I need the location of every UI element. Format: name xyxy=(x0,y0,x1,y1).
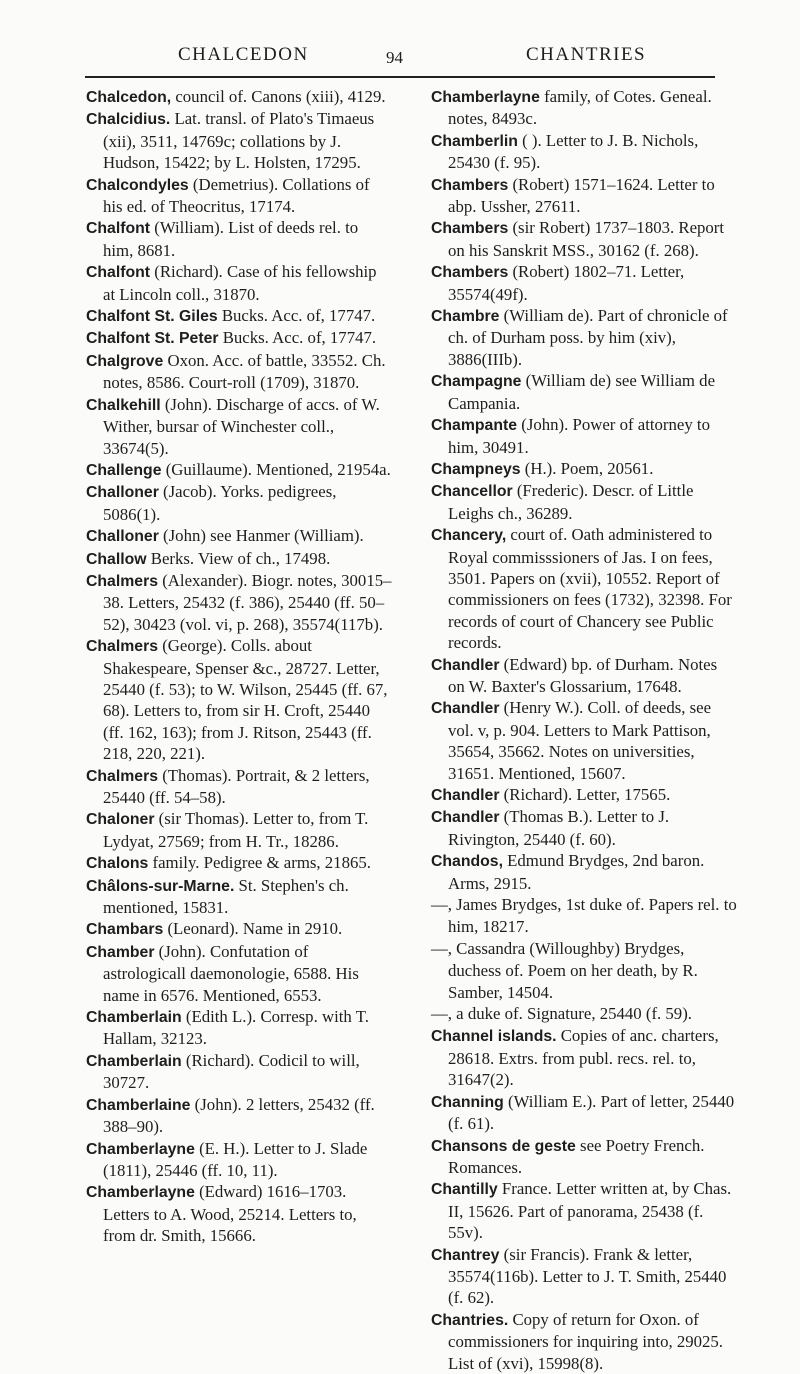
index-entry xyxy=(431,261,737,305)
entry-text: (Robert) 1571–1624. Letter to abp. Ussher, 27611. xyxy=(448,174,715,217)
entry-text: (Thomas B.). Letter to J. Rivington, 25440 (f. 60). xyxy=(448,807,670,849)
header-rule xyxy=(85,76,715,78)
index-entry xyxy=(431,217,737,261)
entry-headword: Chambars xyxy=(86,921,164,939)
index-entry xyxy=(431,1025,737,1090)
entry-headword: Challoner xyxy=(86,484,159,502)
index-entry xyxy=(431,1309,737,1374)
entry-text: family, of Cotes. Geneal. notes, 8493c. xyxy=(448,87,712,129)
index-entry xyxy=(431,130,737,174)
entry-text: Lat. transl. of Plato's Timaeus (xii), 3511, 14769c; collations by J. Hudson, 15422; by L. Holsten, 17295. xyxy=(103,109,375,173)
index-entry xyxy=(431,938,737,1003)
entry-headword: Chantilly xyxy=(431,1181,498,1199)
entry-text: council of. Canons (xiii), 4129. xyxy=(171,87,386,106)
left-column xyxy=(86,86,392,1247)
index-entry xyxy=(86,525,392,547)
entry-headword: Chambers xyxy=(431,220,509,238)
index-entry xyxy=(86,350,392,394)
index-entry xyxy=(86,875,392,919)
entry-text: (Demetrius). Collations of his ed. of Theocritus, 17174. xyxy=(103,174,370,217)
index-entry xyxy=(431,1244,737,1309)
entry-text: (Henry W.). Coll. of deeds, see vol. v, p. 904. Letters to Mark Pattison, 35654, 35662. Notes on universities, 31651. Mentioned, 15607. xyxy=(448,698,712,783)
entry-text: (sir Thomas). Letter to, from T. Lydyat, 27569; from H. Tr., 18286. xyxy=(103,809,369,851)
entry-headword: Chandler xyxy=(431,787,500,804)
entry-headword: Chamberlayne xyxy=(431,89,540,106)
entry-text: Bucks. Acc. of, 17747. xyxy=(218,328,377,348)
entry-headword: Champagne xyxy=(431,373,522,391)
index-entry xyxy=(431,654,737,698)
entry-headword: Challoner xyxy=(86,528,159,546)
entry-headword: Chambre xyxy=(431,308,500,326)
entry-text: Copies of anc. charters, 28618. Extrs. from publ. recs. rel. to, 31647(2). xyxy=(448,1026,719,1090)
entry-text: (John) see Hanmer (William). xyxy=(158,526,364,546)
entry-text: (H.). Poem, 20561. xyxy=(520,458,654,478)
entry-headword: Chamberlayne xyxy=(86,1184,195,1202)
entry-headword: Chalkehill xyxy=(86,396,161,414)
entry-headword: Challow xyxy=(86,550,147,568)
entry-text: (Leonard). Name in 2910. xyxy=(163,919,343,939)
entry-headword: Chalfont xyxy=(86,220,151,238)
entry-headword: Chambers xyxy=(431,176,509,194)
entry-text: (Edward) bp. of Durham. Notes on W. Baxter's Glossarium, 17648. xyxy=(448,654,718,696)
entry-headword: Chandler xyxy=(431,809,500,827)
entry-text: —, a duke of. Signature, 25440 (f. 59). xyxy=(431,1004,692,1024)
entry-text: court of. Oath administered to Royal commisssioners of Jas. I on fees, 3501. Papers on (xvii), 10552. Report of commissioners on fees (1732), 32398. For records of court of Chancery see Public records. xyxy=(448,525,732,653)
header-right-catchword: CHANTRIES xyxy=(526,44,647,65)
index-entry xyxy=(86,1138,392,1182)
entry-text: (sir Francis). Frank & letter, 35574(116b). Letter to J. T. Smith, 25440 (f. 62). xyxy=(448,1244,727,1308)
index-entry xyxy=(86,174,392,218)
entry-text: (Edward) 1616–1703. Letters to A. Wood, 25214. Letters to, from dr. Smith, 15666. xyxy=(103,1182,357,1246)
index-entry xyxy=(431,697,737,784)
entry-text: Copy of return for Oxon. of commissioners for inquiring into, 29025. List of (xvi), 15998(8). xyxy=(448,1309,724,1373)
index-entry xyxy=(86,305,392,327)
entry-text: (Alexander). Biogr. notes, 30015–38. Letters, 25432 (f. 386), 25440 (ff. 50–52), 30423 (vol. vi, p. 268), 35574(117b). xyxy=(103,570,392,634)
entry-headword: Challenge xyxy=(86,461,162,479)
entry-headword: Chamberlin xyxy=(431,132,518,150)
entry-text: (William E.). Part of letter, 25440 (f. 61). xyxy=(448,1091,735,1134)
entry-headword: Chalfont xyxy=(86,264,151,282)
index-entry xyxy=(86,918,392,940)
entry-text: (Edith L.). Corresp. with T. Hallam, 32123. xyxy=(103,1007,369,1049)
entry-headword: Chamberlain xyxy=(86,1009,182,1027)
entry-text: (John). Discharge of accs. of W. Wither, bursar of Winchester coll., 33674(5). xyxy=(103,394,380,458)
index-entry xyxy=(431,784,737,806)
entry-headword: Chalcidius. xyxy=(86,111,171,129)
entry-text: (Richard). Letter, 17565. xyxy=(499,785,671,804)
entry-headword: Chalcondyles xyxy=(86,176,189,194)
entry-headword: Chandler xyxy=(431,656,500,674)
entry-text: (sir Robert) 1737–1803. Report on his Sanskrit MSS., 30162 (f. 268). xyxy=(448,218,725,260)
entry-text: see Poetry French. Romances. xyxy=(448,1135,705,1177)
entry-text: (William). List of deeds rel. to him, 8681. xyxy=(103,218,359,260)
entry-headword: Chandos, xyxy=(431,853,503,871)
entry-headword: Châlons-sur-Marne. xyxy=(86,877,235,895)
index-entry xyxy=(86,459,392,481)
entry-text: (Thomas). Portrait, & 2 letters, 25440 (ff. 54–58). xyxy=(103,765,370,807)
index-entry xyxy=(86,481,392,525)
entry-headword: Chalfont St. Peter xyxy=(86,330,219,348)
entry-headword: Chamber xyxy=(86,943,155,961)
page-number: 94 xyxy=(386,48,403,67)
index-entry xyxy=(431,850,737,894)
entry-text: (John). Confutation of astrologicall daemonologie, 6588. His name in 6576. Mentioned, 6553. xyxy=(103,941,359,1005)
index-entry xyxy=(431,1003,737,1025)
entry-text: (E. H.). Letter to J. Slade (1811), 25446 (ff. 10, 11). xyxy=(103,1138,368,1180)
index-entry xyxy=(86,808,392,852)
entry-text: Oxon. Acc. of battle, 33552. Ch. notes, 8586. Court-roll (1709), 31870. xyxy=(103,350,386,393)
index-entry xyxy=(86,261,392,305)
index-entry xyxy=(431,414,737,458)
index-entry xyxy=(86,765,392,809)
index-entry xyxy=(86,635,392,764)
right-column xyxy=(431,86,737,1374)
entry-text: (William de) see William de Campania. xyxy=(448,371,716,413)
entry-text: Bucks. Acc. of, 17747. xyxy=(217,306,376,326)
index-entry xyxy=(431,458,737,480)
entry-text: —, Cassandra (Willoughby) Brydges, duchess of. Poem on her death, by R. Samber, 14504. xyxy=(431,938,698,1002)
entry-headword: Chamberlain xyxy=(86,1052,182,1070)
entry-headword: Channel islands. xyxy=(431,1028,557,1046)
index-entry xyxy=(86,1094,392,1138)
entry-headword: Channing xyxy=(431,1093,504,1111)
entry-headword: Chalgrove xyxy=(86,352,164,370)
entry-headword: Champneys xyxy=(431,460,521,478)
entry-text: ( ). Letter to J. B. Nichols, 25430 (f. 95). xyxy=(448,130,699,173)
entry-text: (Guillaume). Mentioned, 21954a. xyxy=(161,459,391,479)
entry-text: family. Pedigree & arms, 21865. xyxy=(148,853,371,873)
index-entry xyxy=(86,548,392,570)
entry-text: (John). Power of attorney to him, 30491. xyxy=(448,415,710,457)
index-entry xyxy=(86,1050,392,1094)
index-entry xyxy=(431,806,737,850)
index-entry xyxy=(86,217,392,261)
index-entry xyxy=(86,941,392,1006)
entry-headword: Champante xyxy=(431,417,518,435)
entry-text: St. Stephen's ch. mentioned, 15831. xyxy=(103,875,349,918)
entry-headword: Chaloner xyxy=(86,811,155,829)
index-entry xyxy=(431,1135,737,1179)
index-entry xyxy=(431,86,737,130)
index-entry xyxy=(431,1091,737,1135)
index-entry xyxy=(431,480,737,524)
entry-headword: Chancellor xyxy=(431,483,513,501)
entry-text: (Richard). Case of his fellowship at Lincoln coll., 31870. xyxy=(103,262,377,304)
entry-text: (William de). Part of chronicle of ch. of Durham poss. by him (xiv), 3886(IIIb). xyxy=(448,306,728,369)
entry-headword: Chansons de geste xyxy=(431,1137,576,1155)
entry-headword: Chalmers xyxy=(86,572,158,590)
entry-text: (Richard). Codicil to will, 30727. xyxy=(103,1050,360,1093)
entry-headword: Chandler xyxy=(431,700,500,718)
entry-text: (John). 2 letters, 25432 (ff. 388–90). xyxy=(103,1094,375,1137)
entry-text: (George). Colls. about Shakespeare, Spenser &c., 28727. Letter, 25440 (f. 53); to W. Wilson, 25445 (ff. 67, 68). Letters to, from sir H. Croft, 25440 (ff. 162, 163); from J. Ritson, 25443 (ff. 218, 220, 221). xyxy=(103,636,388,764)
entry-text: (Jacob). Yorks. pedigrees, 5086(1). xyxy=(103,482,337,524)
running-header xyxy=(0,0,800,80)
entry-headword: Chalmers xyxy=(86,767,158,785)
entry-headword: Chambers xyxy=(431,264,509,282)
index-entry xyxy=(431,305,737,370)
index-entry xyxy=(86,86,392,108)
entry-text: Berks. View of ch., 17498. xyxy=(146,548,331,568)
entry-headword: Chalons xyxy=(86,855,149,873)
entry-headword: Chamberlaine xyxy=(86,1096,191,1114)
entry-headword: Chamberlayne xyxy=(86,1140,195,1158)
entry-text: (Frederic). Descr. of Little Leighs ch., 36289. xyxy=(448,481,694,523)
index-entry xyxy=(86,1181,392,1246)
header-left-catchword: CHALCEDON xyxy=(178,44,309,65)
entry-headword: Chalcedon, xyxy=(86,89,172,106)
entry-text: Edmund Brydges, 2nd baron. Arms, 2915. xyxy=(448,851,705,893)
index-entry xyxy=(86,394,392,459)
index-entry xyxy=(86,327,392,349)
index-entry xyxy=(86,108,392,173)
index-entry xyxy=(431,894,737,938)
entry-headword: Chancery, xyxy=(431,527,507,545)
entry-text: (Robert) 1802–71. Letter, 35574(49f). xyxy=(448,262,685,304)
index-entry xyxy=(431,174,737,218)
entry-headword: Chantrey xyxy=(431,1246,500,1264)
index-entry xyxy=(86,570,392,635)
entry-text: —, James Brydges, 1st duke of. Papers rel. to him, 18217. xyxy=(431,895,737,937)
index-entry xyxy=(431,370,737,414)
entry-text: France. Letter written at, by Chas. II, 15626. Part of panorama, 25438 (f. 55v). xyxy=(448,1179,732,1243)
index-entry xyxy=(86,1006,392,1050)
index-entry xyxy=(431,1178,737,1243)
index-entry xyxy=(86,852,392,874)
entry-headword: Chalmers xyxy=(86,638,158,656)
index-entry xyxy=(431,524,737,653)
entry-headword: Chantries. xyxy=(431,1311,509,1329)
entry-headword: Chalfont St. Giles xyxy=(86,308,218,326)
